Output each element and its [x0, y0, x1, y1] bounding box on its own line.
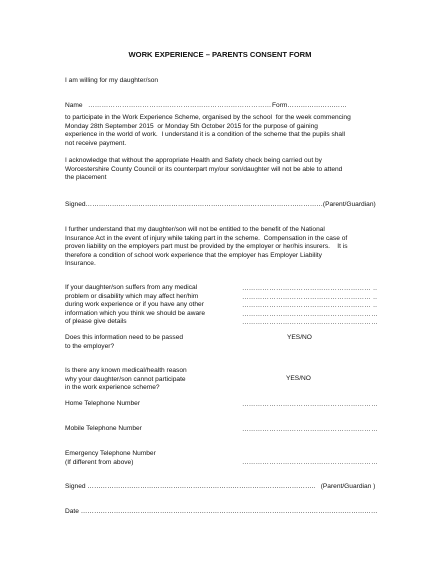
name-label: Name: [65, 102, 83, 109]
paragraph-line: Monday 28th September 2015 or Monday 5th October 2015 for the purpose of gaining: [65, 122, 318, 130]
intro-text: I am willing for my daughter/son: [65, 77, 159, 84]
question-line: why your daughter/son cannot participate: [65, 375, 186, 383]
paragraph-line: I acknowledge that without the appropriate Health and Safety check being carried out by: [65, 157, 322, 164]
form-field[interactable]: Form………………………: [272, 102, 347, 109]
signature-field[interactable]: Signed ………………………………………………………………………………………….. (Parent/Guardian ): [65, 483, 376, 490]
answer-line[interactable]: ………………………………………………… ..: [242, 302, 378, 309]
answer-line[interactable]: ………………………………………………… ..: [242, 285, 378, 292]
yes-no-choice-reason[interactable]: YES/NO: [286, 375, 311, 382]
question-line: If your daughter/son suffers from any medical: [65, 284, 198, 291]
paragraph-line: Insurance Act in the event of injury while taking part in the scheme. Compensation in the case of: [65, 234, 348, 242]
paragraph-line: experience in the world of work. I understand it is a condition of the scheme that the pupils shall: [65, 131, 346, 138]
paragraph-line: therefore a condition of school work experience that the employer has Employer Liability: [65, 251, 322, 259]
emergency-telephone-sublabel: (If different from above): [65, 458, 134, 466]
date-field[interactable]: Date ………………………………………………………………………………………………………………………: [65, 508, 378, 515]
answer-line[interactable]: ……………………………………………………: [242, 319, 378, 326]
paragraph-line: the placement: [65, 174, 107, 181]
paragraph-line: to participate in the Work Experience Scheme, organised by the school for the week commencing: [65, 114, 351, 121]
answer-line[interactable]: ……………………………………………………: [242, 310, 378, 318]
paragraph-line: Insurance.: [65, 260, 96, 267]
mobile-telephone-field[interactable]: ……………………………………………………: [242, 426, 378, 433]
name-field[interactable]: ………………………………………………………………………: [88, 102, 272, 109]
question-line: Is there any known medical/health reason: [65, 367, 187, 374]
answer-line[interactable]: ………………………………………………… ..: [242, 293, 378, 301]
emergency-telephone-label: Emergency Telephone Number: [65, 450, 156, 457]
paragraph-line: proven liability on the employers part must be provided by the employer or her/his insurers. It is: [65, 243, 348, 250]
question-line: to the employer?: [65, 342, 115, 350]
page-title: WORK EXPERIENCE – PARENTS CONSENT FORM: [128, 50, 312, 59]
question-line: during work experience or if you have any other: [65, 301, 204, 308]
emergency-telephone-field[interactable]: ……………………………………………………: [242, 459, 378, 466]
question-line: Does this information need to be passed: [65, 334, 184, 341]
question-line: in the work experience scheme?: [65, 384, 160, 391]
signature-field[interactable]: Signed………………………………………………………………………………………………(Parent/Guardian): [65, 201, 376, 208]
mobile-telephone-label: Mobile Telephone Number: [65, 425, 142, 432]
paragraph-line: Worcestershire County Council or its counterpart my/our son/daughter will not be able to attend: [65, 165, 343, 173]
home-telephone-field[interactable]: ……………………………………………………: [242, 401, 378, 408]
question-line: information which you think we should be aware: [65, 309, 206, 317]
question-line: problem or disability which may affect her/him: [65, 292, 199, 300]
paragraph-line: I further understand that my daughter/son will not be entitled to the benefit of the National: [65, 226, 325, 233]
paragraph-line: not receive payment.: [65, 139, 127, 147]
home-telephone-label: Home Telephone Number: [65, 400, 141, 407]
yes-no-choice-pass[interactable]: YES/NO: [287, 334, 312, 341]
question-line: of please give details: [65, 318, 127, 325]
